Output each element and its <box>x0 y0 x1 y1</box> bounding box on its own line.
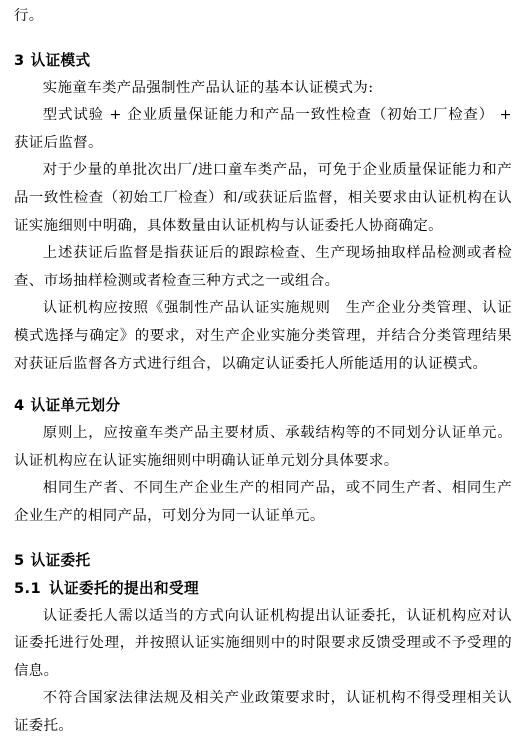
section-5-heading <box>14 547 512 575</box>
section-3-title: 认证模式 <box>30 51 91 69</box>
section-3-number: 3 <box>14 51 25 69</box>
section-4-number: 4 <box>14 397 25 415</box>
section-5-1-heading <box>14 575 512 603</box>
section-5-1-number: 5.1 <box>14 579 42 597</box>
section-5-number: 5 <box>14 551 25 569</box>
section-5-title: 认证委托 <box>30 551 91 569</box>
section-4-title: 认证单元划分 <box>30 397 121 415</box>
section-3-paragraph-1: 实施童车类产品强制性产品认证的基本认证模式为: <box>42 79 374 96</box>
spacer <box>14 531 512 547</box>
spacer <box>14 31 512 47</box>
spacer <box>14 378 512 392</box>
section-5-1-title: 认证委托的提出和受理 <box>49 579 200 597</box>
section-4-paragraph-1: 原则上，应按童车类产品主要材质、承载结构等的不同划分认证单元。认证机构应在认证实施细则中明确认证单元划分具体要求。 <box>14 425 512 469</box>
section-4-heading <box>14 392 512 420</box>
section-3-paragraph-5: 认证机构应按照《强制性产品认证实施规则 生产企业分类管理、认证模式选择与确定》的要求，对生产企业实施分类管理，并结合分类管理结果对获证后监督各方式进行组合，以确定认证委托人所能适用的认证模式。 <box>14 300 512 372</box>
top-fragment: 行。 <box>14 8 44 24</box>
section-4-paragraph-2: 相同生产者、不同生产企业生产的相同产品，或不同生产者、相同生产企业生产的相同产品，可划分为同一认证单元。 <box>14 480 512 524</box>
section-3-heading <box>14 47 512 75</box>
section-5-1-paragraph-1: 认证委托人需以适当的方式向认证机构提出认证委托，认证机构应对认证委托进行处理，并按照认证实施细则中的时限要求反馈受理或不予受理的信息。 <box>14 607 512 679</box>
section-3-paragraph-2: 型式试验 + 企业质量保证能力和产品一致性检查（初始工厂检查） + 获证后监督。 <box>14 107 512 151</box>
section-3-paragraph-3: 对于少量的单批次出厂/进口童车类产品，可免于企业质量保证能力和产品一致性检查（初始工厂检查）和/或获证后监督，相关要求由认证机构在认证实施细则中明确，具体数量由认证机构与认证委托人协商确定。 <box>14 162 512 234</box>
document-page <box>14 0 512 740</box>
section-3-paragraph-4: 上述获证后监督是指获证后的跟踪检查、生产现场抽取样品检测或者检查、市场抽样检测或者检查三种方式之一或组合。 <box>14 245 512 289</box>
section-5-1-paragraph-2: 不符合国家法律法规及相关产业政策要求时，认证机构不得受理相关认证委托。 <box>14 690 512 734</box>
